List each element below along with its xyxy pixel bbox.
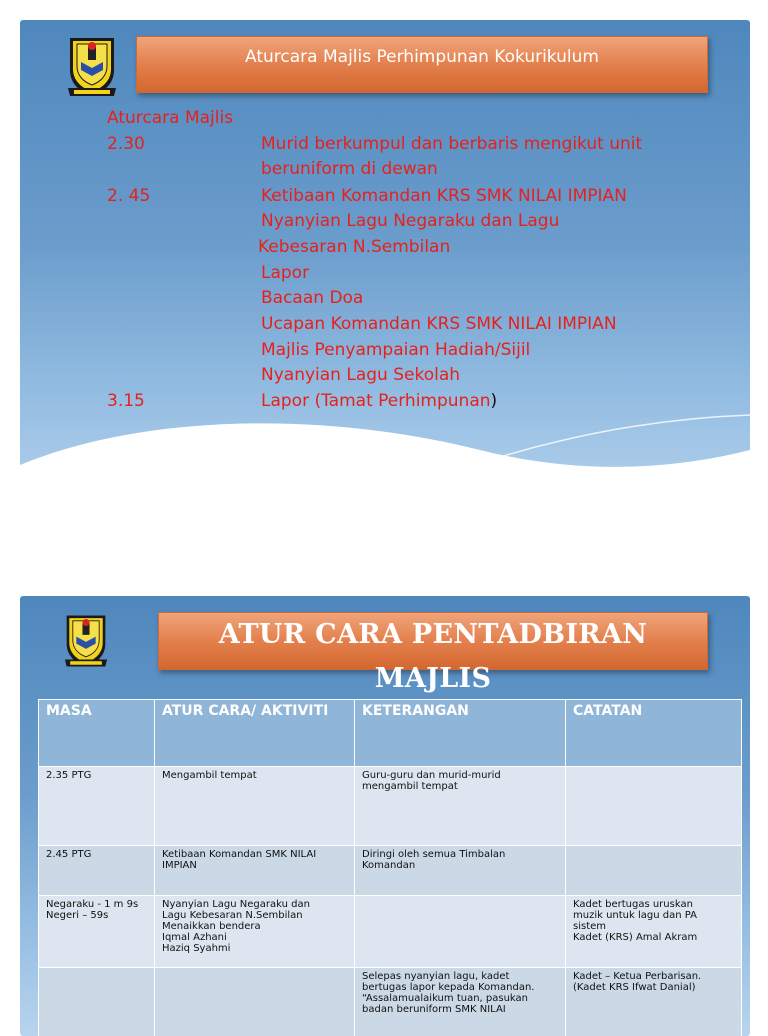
table-cell bbox=[355, 896, 566, 968]
slide-title: Aturcara Majlis Perhimpunan Kokurikulum bbox=[136, 36, 708, 93]
table-cell: Diringi oleh semua Timbalan Komandan bbox=[355, 846, 566, 896]
table-row bbox=[39, 896, 742, 968]
table-header-row bbox=[39, 700, 742, 767]
program-item bbox=[261, 391, 497, 411]
table-cell bbox=[39, 968, 155, 1036]
table-row bbox=[39, 846, 742, 896]
table-cell: Negaraku - 1 m 9s Negeri – 59s bbox=[39, 896, 155, 968]
program-item-text: Lapor (Tamat Perhimpunan bbox=[261, 391, 491, 411]
table-cell: Guru-guru dan murid-murid mengambil tempat bbox=[355, 767, 566, 846]
program-item: Nyanyian Lagu Negaraku dan Lagu bbox=[261, 211, 559, 231]
slide-pentadbiran-majlis bbox=[20, 596, 750, 1036]
table-row bbox=[39, 767, 742, 846]
column-header-catatan: CATATAN bbox=[566, 700, 742, 767]
program-time: 3.15 bbox=[107, 391, 145, 411]
slide-aturcara-majlis bbox=[20, 20, 750, 520]
program-item: Murid berkumpul dan berbaris mengikut unit bbox=[261, 134, 642, 154]
program-item: Kebesaran N.Sembilan bbox=[258, 237, 450, 257]
table-cell: Kadet bertugas uruskan muzik untuk lagu dan PA sistem Kadet (KRS) Amal Akram bbox=[566, 896, 742, 968]
program-item: Majlis Penyampaian Hadiah/Sijil bbox=[261, 340, 530, 360]
program-table bbox=[38, 699, 742, 1036]
table-cell: 2.45 PTG bbox=[39, 846, 155, 896]
closing-paren: ) bbox=[491, 391, 498, 411]
program-item: Lapor bbox=[261, 263, 309, 283]
program-item: Ucapan Komandan KRS SMK NILAI IMPIAN bbox=[261, 314, 617, 334]
column-header-keterangan: KETERANGAN bbox=[355, 700, 566, 767]
table-cell: 2.35 PTG bbox=[39, 767, 155, 846]
table-cell: Nyanyian Lagu Negaraku dan Lagu Kebesaran N.Sembilan Menaikkan bendera Iqmal Azhani Haziq Syahmi bbox=[155, 896, 355, 968]
program-item: Nyanyian Lagu Sekolah bbox=[261, 365, 460, 385]
table-cell: Ketibaan Komandan SMK NILAI IMPIAN bbox=[155, 846, 355, 896]
column-header-masa: MASA bbox=[39, 700, 155, 767]
program-time: 2.30 bbox=[107, 134, 145, 154]
table-cell bbox=[155, 968, 355, 1036]
table-cell bbox=[566, 846, 742, 896]
program-item: Ketibaan Komandan KRS SMK NILAI IMPIAN bbox=[261, 186, 627, 206]
program-item: beruniform di dewan bbox=[261, 159, 438, 179]
table-cell: Selepas nyanyian lagu, kadet bertugas lapor kepada Komandan. “Assalamualaikum tuan, pasukan badan beruniform SMK NILAI bbox=[355, 968, 566, 1036]
program-time: 2. 45 bbox=[107, 186, 150, 206]
table-cell: Kadet – Ketua Perbarisan. (Kadet KRS Ifwat Danial) bbox=[566, 968, 742, 1036]
program-heading: Aturcara Majlis bbox=[107, 108, 233, 128]
column-header-aturcara: ATUR CARA/ AKTIVITI bbox=[155, 700, 355, 767]
slide-title: ATUR CARA PENTADBIRAN MAJLIS bbox=[158, 612, 708, 670]
school-crest-icon bbox=[64, 34, 120, 100]
table-cell bbox=[566, 767, 742, 846]
table-row bbox=[39, 968, 742, 1036]
table-cell: Mengambil tempat bbox=[155, 767, 355, 846]
school-crest-icon bbox=[58, 612, 114, 670]
program-item: Bacaan Doa bbox=[261, 288, 363, 308]
